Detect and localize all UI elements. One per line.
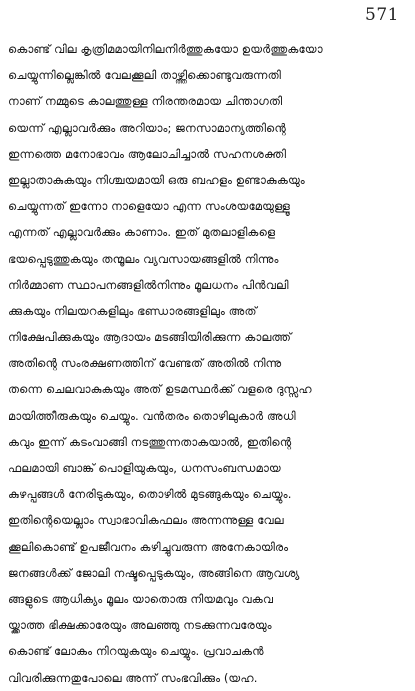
text-line: കൊണ്ട് വില കൃത്രിമമായിനിലനിർത്തുകയോ ഉയർത്തുകയോ: [8, 42, 323, 56]
text-line: മായിത്തീരുകയും ചെയ്യും. വൻതരം തൊഴിലുകാർ അധി: [8, 408, 296, 423]
text-line: വിവരിക്കുന്നതുപോലെ അന്ന് സംഭവിക്കും (യഹ.: [8, 670, 258, 685]
text-line: ജനങ്ങൾക്ക് ജോലി നഷ്ടപ്പെടുകയും, അങ്ങിനെ ആവശ്യ: [8, 565, 300, 580]
text-line: തന്നെ ചെലവാകുകയും അത് ഉടമസ്ഥർക്ക് വളരെ ദുസ്സഹ: [8, 382, 312, 397]
text-line: ഇതിന്റെയെല്ലാം സ്വാഭാവികഫലം അന്നന്നുള്ള വേല: [8, 513, 284, 528]
text-line: ഇന്നത്തെ മനോഭാവം ആലോചിച്ചാൽ സഹനശക്തി: [8, 146, 287, 161]
text-line: ഫലമായി ബാങ്ക് പൊളിയുകയും, ധനസംബന്ധമായ: [8, 461, 281, 475]
text-line: ഭയപ്പെടുത്തുകയും തന്മൂലം വ്യവസായങ്ങളിൽ നിന്നും: [8, 251, 279, 266]
text-line: ചെയ്യുന്നത് ഇന്നോ നാളെയോ എന്ന സംശയമേയുള്ളൂ: [8, 199, 291, 214]
text-line: യെന്ന് എല്ലാവർക്കും അറിയാം; ജനസാമാന്യത്തിന്റെ: [8, 120, 287, 135]
text-line: ഇല്ലാതാകുകയും നിശ്ചയമായി ഒരു ബഹളം ഉണ്ടാകുകയും: [8, 172, 305, 187]
text-line: നിക്ഷേപിക്കുകയും ആദായം മടങ്ങിയിരിക്കുന്ന കാലത്ത്: [8, 330, 292, 345]
text-line: നാണ് നമ്മുടെ കാലത്തുള്ള നിരന്തരമായ ചിന്താഗതി: [8, 94, 283, 109]
page-number: 571: [365, 5, 399, 25]
text-line: നിർമ്മാണ സ്ഥാപനങ്ങളിൽനിന്നും മൂലധനം പിൻവലി: [8, 277, 289, 292]
text-line: ചെയ്യുന്നില്ലെങ്കിൽ വേലക്കൂലി താഴ്ത്തിക്കൊണ്ടുവരുന്നതി: [8, 68, 281, 83]
text-line: കൊണ്ട് ലോകം നിറയുകയും ചെയ്യും. പ്രവാചകൻ: [8, 644, 264, 659]
text-line: ക്കുകയും നിലയറകളിലും ഭണ്ഡാരങ്ങളിലും അത്: [8, 303, 257, 318]
text-line: യ്ക്കാത്ത ഭിക്ഷക്കാരേയും അലഞ്ഞു നടക്കുന്നവരേയും: [8, 618, 272, 633]
body-text: [8, 36, 407, 691]
text-line: കവും ഇന്ന് കടംവാങ്ങി നടത്തുന്നതാകയാൽ, ഇതിന്റെ: [8, 434, 292, 449]
text-line: കുഴപ്പങ്ങൾ നേരിടുകയും, തൊഴിൽ മുടങ്ങുകയും ചെയ്യും.: [8, 487, 292, 502]
text-line: അതിന്റെ സംരക്ഷണത്തിന് വേണ്ടത് അതിൽ നിന്നു: [8, 356, 282, 371]
text-line: ക്കൂലികൊണ്ട് ഉപജീവനം കഴിച്ചുവരുന്ന അനേകായിരം: [8, 539, 289, 554]
text-line: എന്നത് എല്ലാവർക്കും കാണാം. ഇത് മുതലാളികളെ: [8, 225, 276, 240]
text-line: ങ്ങളുടെ ആധിക്യം മൂലം യാതൊരു നിയമവും വകവ: [8, 591, 274, 606]
